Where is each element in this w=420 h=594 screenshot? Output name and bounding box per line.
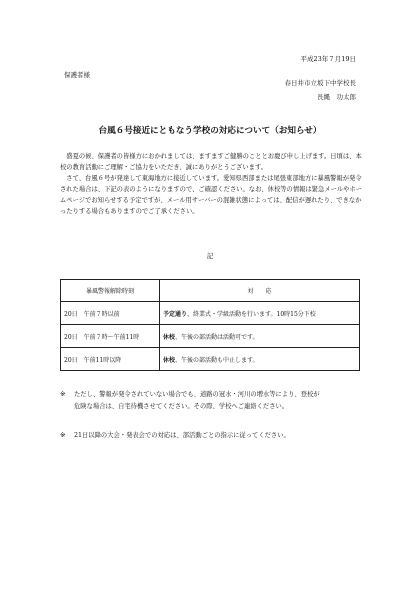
column-header-response: 対 応: [160, 280, 360, 302]
paragraph-notice: さて、台風６号が発達して東海地方に接近しています。愛知県西部または尾張東部地方に暴風警報が発令された場合は、下記の表のようになりますので、ご確認ください。なお、休校等の情報は緊急メールやホームページでお知らせする予定ですが、メール用サーバーの混雑状態によっては、配信が遅れたり、できなかったりする場合もありますのでご了承ください。: [60, 175, 362, 215]
schedule-table: [60, 279, 360, 371]
response-keyword: 休校: [163, 356, 176, 364]
table-row: [61, 348, 360, 371]
recipient: 保護者様: [64, 71, 90, 79]
cell-time: 20日 午前11時以降: [61, 348, 160, 371]
date-line: 平成23年７月19日: [300, 55, 356, 63]
ki-heading: 記: [206, 252, 214, 260]
note-weather-warning: [60, 389, 360, 413]
table-row: [61, 325, 360, 348]
note-line: 21日以降の大会・発表会での対応は、部活動ごとの指示に従ってください。: [74, 432, 290, 439]
response-keyword: 予定通り: [163, 310, 188, 318]
table-header-row: [61, 280, 360, 302]
body-text: [60, 151, 364, 217]
school-name: 春日井市立坂下中学校長: [284, 79, 356, 87]
cell-response: [160, 348, 360, 371]
response-detail: 、午後の部活動は活動可です。: [175, 333, 259, 341]
cell-time: 20日 午前７時～午前11時: [61, 325, 160, 348]
note-line: ただし、警報が発令されていない場合でも、道路の冠水・河川の増水等により、登校が: [74, 391, 320, 398]
response-keyword: 休校: [163, 333, 176, 341]
column-header-time: 暴風警報解除時刻: [61, 280, 160, 302]
cell-time: 20日 午前７時以前: [61, 302, 160, 325]
table-row: [61, 302, 360, 325]
principal-name: 長縄 功太郎: [317, 93, 356, 101]
note-line: 危険な場合は、自宅待機させてください。その際、学校へご連絡ください。: [74, 403, 289, 410]
response-detail: 、終業式・学級活動を行います。10時15分下校: [187, 310, 316, 318]
response-detail: 、午後の部活動も中止します。: [175, 356, 259, 364]
paragraph-greeting: 盛夏の候、保護者の皆様方におかれましては、ますますご健勝のこととお慶び申し上げます。日頃は、本校の教育活動にご理解・ご協力をいただき、誠にありがとうございます。: [60, 153, 362, 171]
cell-response: [160, 325, 360, 348]
note-mark: ※: [60, 432, 66, 439]
note-club-activities: [60, 430, 360, 442]
cell-response: [160, 302, 360, 325]
document-title: 台風６号接近にともなう学校の対応について（お知らせ）: [98, 126, 322, 136]
note-mark: ※: [60, 391, 66, 398]
